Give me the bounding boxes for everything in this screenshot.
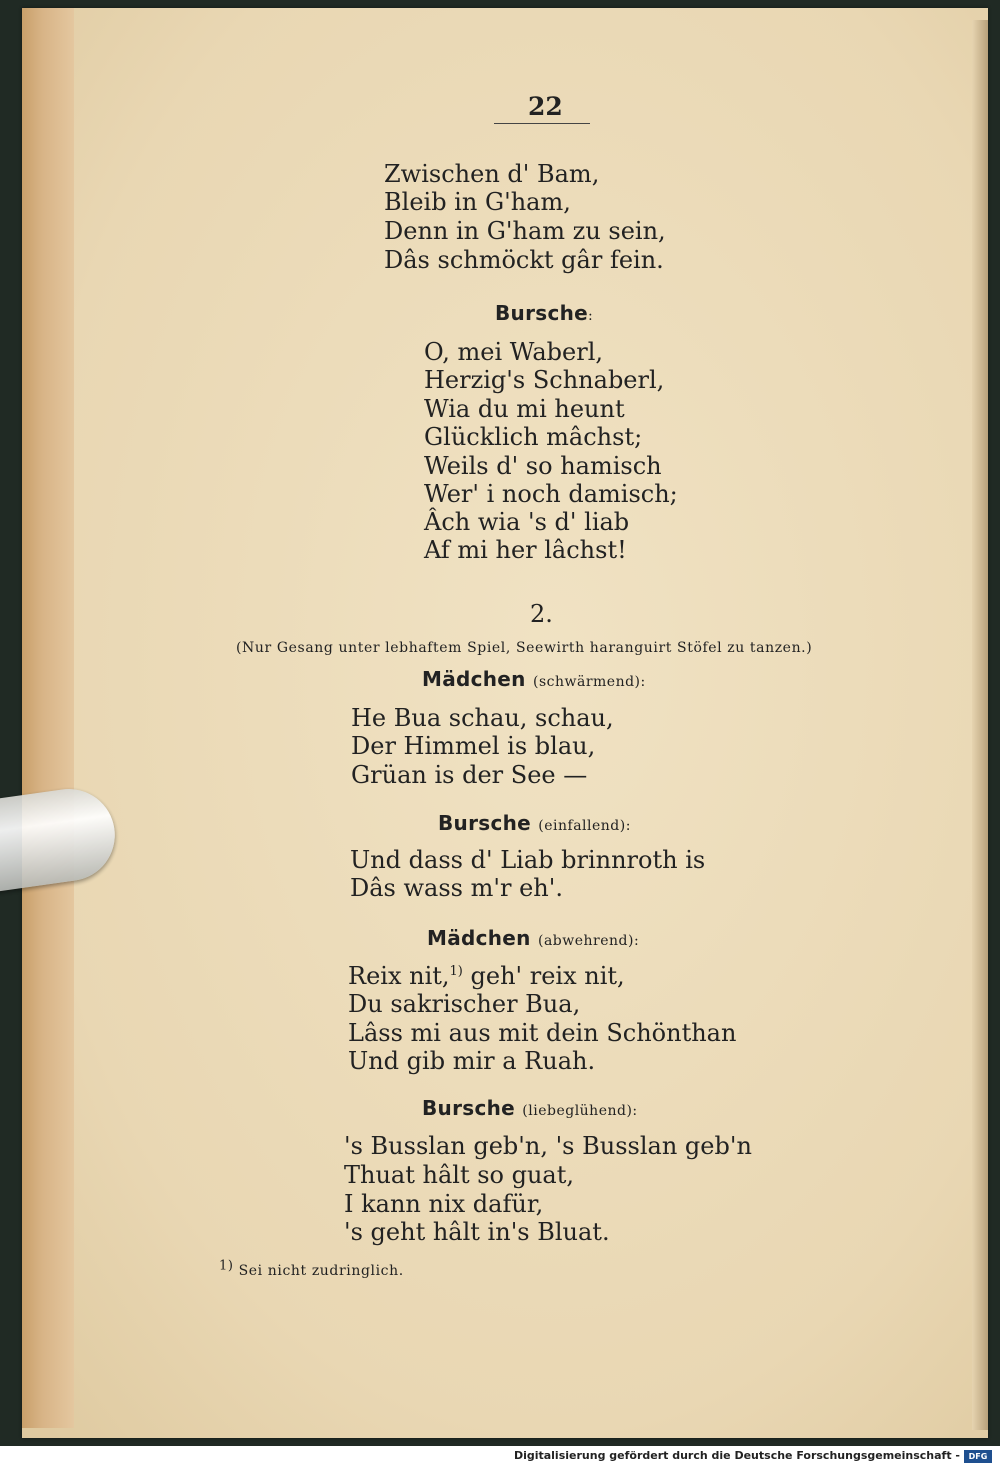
speaker-name: Bursche [422, 1096, 516, 1120]
speaker-direction: (liebeglühend): [522, 1103, 638, 1119]
verse-line: Denn in G'ham zu sein, [384, 217, 666, 245]
speaker-name: Mädchen [422, 667, 526, 691]
speaker-direction: (abwehrend): [537, 933, 640, 949]
verse-line: Und gib mir a Ruah. [348, 1047, 596, 1075]
page-number: 22 [528, 92, 563, 121]
verse-line: Bleib in G'ham, [384, 188, 571, 216]
verse-line: 's geht hâlt in's Bluat. [344, 1218, 610, 1246]
footnote-mark: 1) [219, 1258, 234, 1274]
speaker-suffix: : [588, 308, 594, 324]
verse-line: Thuat hâlt so guat, [344, 1161, 575, 1189]
dfg-logo: DFG [964, 1450, 992, 1463]
verse-text: geh' reix nit, [462, 962, 625, 990]
verse-line: Der Himmel is blau, [351, 732, 596, 760]
verse-line: Âch wia 's d' liab [424, 508, 630, 536]
speaker-name: Bursche [495, 301, 589, 325]
speaker-direction: (schwärmend): [532, 674, 646, 690]
verse-line: Herzig's Schnaberl, [424, 366, 665, 394]
verse-line: 's Busslan geb'n, 's Busslan geb'n [344, 1132, 752, 1160]
verse-line: Glücklich mâchst; [424, 423, 643, 451]
verse-line: Lâss mi aus mit dein Schönthan [348, 1019, 737, 1047]
page-number-rule [494, 123, 590, 124]
speaker-direction: (einfallend): [538, 818, 631, 834]
verse-line: Dâs schmöckt gâr fein. [384, 246, 664, 274]
footnote [219, 1258, 404, 1279]
speaker-heading [438, 813, 631, 833]
verse-line: Und dass d' Liab brinnroth is [350, 846, 706, 874]
verse-line: Grüan is der See — [351, 761, 588, 789]
speaker-heading [422, 1098, 638, 1118]
verse-line: Weils d' so hamisch [424, 452, 662, 480]
verse-line: Dâs wass m'r eh'. [350, 874, 563, 902]
dfg-credit: Digitalisierung gefördert durch die Deutsche Forschungsgemeinschaft - [513, 1449, 960, 1462]
verse-line: I kann nix dafür, [344, 1190, 544, 1218]
verse-line: He Bua schau, schau, [351, 704, 614, 732]
speaker-name: Mädchen [427, 926, 531, 950]
verse-line: Af mi her lâchst! [424, 536, 627, 564]
stage-direction: (Nur Gesang unter lebhaftem Spiel, Seewirth haranguirt Stöfel zu tanzen.) [236, 640, 813, 656]
section-number: 2. [530, 600, 553, 628]
speaker-heading [495, 303, 593, 323]
page-stack-edge [22, 8, 74, 1428]
speaker-name: Bursche [438, 811, 532, 835]
verse-line: Zwischen d' Bam, [384, 160, 600, 188]
verse-line: Wia du mi heunt [424, 395, 625, 423]
verse-line [348, 964, 625, 988]
speaker-heading [427, 928, 639, 948]
speaker-heading [422, 669, 646, 689]
footnote-reference: 1) [449, 964, 463, 979]
verse-line: Wer' i noch damisch; [424, 480, 678, 508]
verse-text: Reix nit, [348, 962, 450, 990]
verse-line: Du sakrischer Bua, [348, 990, 581, 1018]
verse-line: O, mei Waberl, [424, 338, 604, 366]
footnote-text: Sei nicht zudringlich. [233, 1263, 404, 1279]
page-right-edge [972, 20, 988, 1430]
